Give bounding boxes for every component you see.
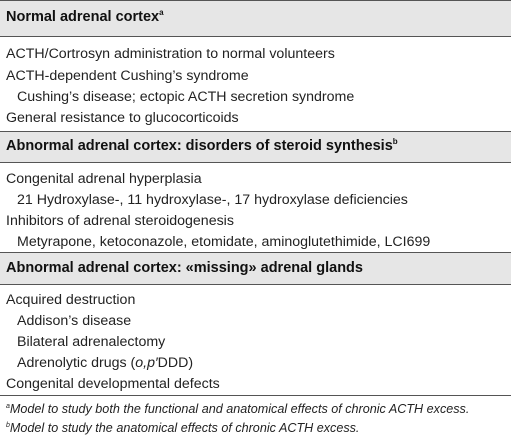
section-1-row-3: Cushing’s disease; ectopic ACTH secretion syndrome <box>17 89 355 105</box>
section-3-header-rule <box>0 284 511 285</box>
section-3-row-4: Adrenolytic drugs (o,p′DDD) <box>17 355 194 371</box>
section-1-header-rule <box>0 36 511 37</box>
section-3-row-5: Congenital developmental defects <box>6 376 220 392</box>
section-3-row-1: Acquired destruction <box>6 292 136 308</box>
footnote-rule <box>0 395 511 396</box>
section-3-row-3: Bilateral adrenalectomy <box>17 334 166 350</box>
footnote-b: $^b$Model to study the anatomical effects of chronic ACTH excess. <box>6 421 360 435</box>
section-2-header-rule <box>0 162 511 163</box>
section-1-header: Normal adrenal cortex$^a$ <box>6 8 164 25</box>
section-2-row-1: Congenital adrenal hyperplasia <box>6 171 202 187</box>
section-1-row-1: ACTH/Cortrosyn administration to normal volunteers <box>6 46 335 62</box>
footnote-a: $^a$Model to study both the functional and anatomical effects of chronic ACTH excess. <box>6 402 470 416</box>
section-2-row-4: Metyrapone, ketoconazole, etomidate, aminoglutethimide, LCI699 <box>17 234 431 250</box>
section-3-row-2: Addison’s disease <box>17 313 132 329</box>
section-2-row-3: Inhibitors of adrenal steroidogenesis <box>6 213 234 229</box>
section-1-row-4: General resistance to glucocorticoids <box>6 110 239 126</box>
section-2-row-2: 21 Hydroxylase-, 11 hydroxylase-, 17 hydroxylase deficiencies <box>17 192 408 208</box>
section-1-row-2: ACTH-dependent Cushing’s syndrome <box>6 68 249 84</box>
section-3-header: Abnormal adrenal cortex: «missing» adrenal glands <box>6 260 363 276</box>
section-2-header: Abnormal adrenal cortex: disorders of steroid synthesis$^b$ <box>6 137 398 154</box>
